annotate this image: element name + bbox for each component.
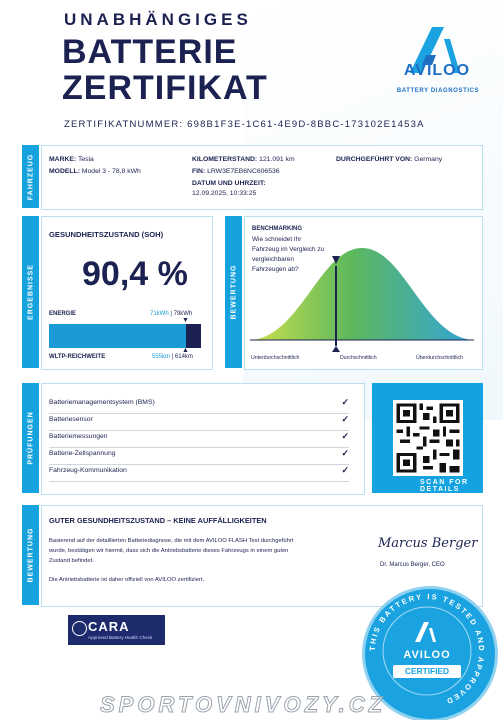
- check-label: Fahrzeug-Kommunikation: [49, 467, 127, 474]
- sidebar-results-label: ERGEBNISSE: [27, 264, 34, 320]
- fin-row: [192, 168, 280, 175]
- certificate-number: ZERTIFIKATNUMMER: 698B1F3E-1C61-4E9D-8BBC-173102E1453A: [64, 119, 425, 130]
- soh-value: 90,4 %: [82, 255, 188, 293]
- model-label: MODELL:: [49, 168, 80, 175]
- brand-label: MARKE:: [49, 156, 77, 163]
- checkmark-icon: ✓: [341, 448, 349, 458]
- cara-star-icon: [72, 621, 87, 636]
- brand-row: [49, 156, 94, 163]
- header-line3: ZERTIFIKAT: [62, 69, 268, 107]
- cara-name: CARA: [88, 619, 130, 634]
- energy-label: ENERGIE: [49, 311, 77, 317]
- fin-value: LRW3E7EB6NC606536: [207, 168, 280, 175]
- header-line2: BATTERIE: [62, 33, 238, 71]
- mileage-row: [192, 156, 295, 163]
- logo-name: AVILOO: [403, 62, 471, 79]
- seal-logo-icon: [415, 622, 429, 642]
- fin-label: FIN:: [192, 168, 206, 175]
- date-label: DATUM UND UHRZEIT:: [192, 180, 266, 187]
- cara-badge: [68, 615, 165, 645]
- check-row: [49, 465, 349, 482]
- benchmark-label-low: Unterdurchschnittlich: [251, 355, 300, 361]
- seal-ring-text: THIS BATTERY IS TESTED AND APPROVED: [367, 591, 487, 707]
- seal-brand: AVILOO: [403, 649, 451, 661]
- qr-code-icon[interactable]: [393, 400, 463, 476]
- checkmark-icon: ✓: [341, 397, 349, 407]
- range-values: 555km | 614km: [152, 354, 193, 360]
- benchmark-question-2: Fahrzeug im Vergleich zu: [252, 246, 325, 253]
- check-label: Batteriemanagementsystem (BMS): [49, 399, 155, 406]
- range-label: WLTP-REICHWEITE: [49, 354, 106, 360]
- header-title: [62, 34, 268, 106]
- vehicle-panel: [41, 145, 483, 210]
- benchmark-question-1: Wie schneidet Ihr: [252, 236, 302, 243]
- sidebar-checks: [22, 383, 39, 493]
- cara-tagline: Approved Battery Health Check: [88, 635, 153, 640]
- sidebar-vehicle: [22, 145, 39, 208]
- mileage-value: 121.091 km: [259, 156, 295, 163]
- check-label: Batteriesensor: [49, 416, 93, 423]
- energy-values: 71kWh | 79kWh: [150, 311, 193, 317]
- range-total: 614km: [174, 354, 193, 360]
- checkmark-icon: ✓: [341, 431, 349, 441]
- average-marker-icon: [332, 346, 340, 352]
- qr-caption: SCAN FOR DETAILS: [420, 479, 469, 493]
- sidebar-assessment: [22, 505, 39, 605]
- sidebar-results: [22, 216, 39, 368]
- signature: Marcus Berger: [378, 536, 478, 551]
- energy-bar-fill: [49, 324, 186, 348]
- sidebar-vehicle-label: FAHRZEUG: [27, 153, 34, 200]
- check-row: [49, 431, 349, 448]
- assessment-body-1: Basierend auf der detaillierten Batteriediagnose, die mit dem AVILOO FLASH Test durchgeführt: [49, 538, 294, 544]
- sidebar-evaluation: [225, 216, 242, 368]
- energy-marker-icon: ▼: [182, 317, 189, 324]
- performed-label: DURCHGEFÜHRT VON:: [336, 156, 413, 163]
- sidebar-evaluation-label: BEWERTUNG: [230, 264, 237, 320]
- range-marker-icon: ▲: [182, 347, 189, 354]
- aviloo-logo-icon: [392, 10, 472, 100]
- check-label: Batterie-Zellspannung: [49, 450, 116, 457]
- model-value: Model 3 - 78,8 kWh: [81, 168, 141, 175]
- watermark: SPORTOVNIVOZY.CZ: [100, 692, 387, 717]
- performed-value: Germany: [414, 156, 443, 163]
- sidebar-assessment-label: BEWERTUNG: [27, 527, 34, 583]
- check-row: [49, 414, 349, 431]
- header-line1: UNABHÄNGIGES: [64, 10, 252, 29]
- model-row: [49, 168, 141, 175]
- check-row: [49, 397, 349, 414]
- checkmark-icon: ✓: [341, 414, 349, 424]
- benchmark-title: BENCHMARKING: [252, 226, 302, 232]
- logo-tagline: BATTERY DIAGNOSTICS: [396, 88, 480, 94]
- brand-value: Tesla: [77, 156, 94, 163]
- mileage-label: KILOMETERSTAND:: [192, 156, 258, 163]
- benchmark-question-4: Fahrzeugen ab?: [252, 266, 299, 273]
- assessment-title: GUTER GESUNDHEITSZUSTAND – KEINE AUFFÄLLIGKEITEN: [49, 516, 267, 525]
- benchmark-label-mid: Durchschnittlich: [340, 355, 377, 361]
- benchmark-label-high: Überdurchschnittlich: [416, 355, 463, 361]
- assessment-body-2: wurde, bestätigen wir hiermit, dass sich die Antriebsbatterie dieses Fahrzeugs in einem guten: [49, 548, 289, 554]
- seal-status: CERTIFIED: [393, 665, 461, 678]
- check-row: [49, 448, 349, 465]
- range-current: 555km: [152, 354, 171, 360]
- assessment-closing: Die Antriebsbatterie ist daher offiziell von AVILOO zertifiziert.: [49, 577, 205, 583]
- benchmark-curve: [250, 240, 474, 352]
- date-value: 12.09.2025, 10:33:25: [192, 190, 257, 197]
- energy-bar-track: [49, 324, 201, 348]
- sidebar-checks-label: PRÜFUNGEN: [27, 411, 34, 465]
- energy-current: 71kWh: [150, 311, 169, 317]
- assessment-body-3: Zustand befindet.: [49, 558, 94, 564]
- signer: Dr. Marcus Berger, CEO: [380, 562, 445, 568]
- bell-area: [250, 248, 474, 340]
- performed-row: [336, 156, 442, 163]
- benchmark-question-3: vergleichbaren: [252, 256, 294, 263]
- checkmark-icon: ✓: [341, 465, 349, 475]
- soh-title: GESUNDHEITSZUSTAND (SOH): [49, 230, 164, 239]
- check-label: Batteriemessungen: [49, 433, 108, 440]
- energy-total: 79kWh: [173, 311, 193, 317]
